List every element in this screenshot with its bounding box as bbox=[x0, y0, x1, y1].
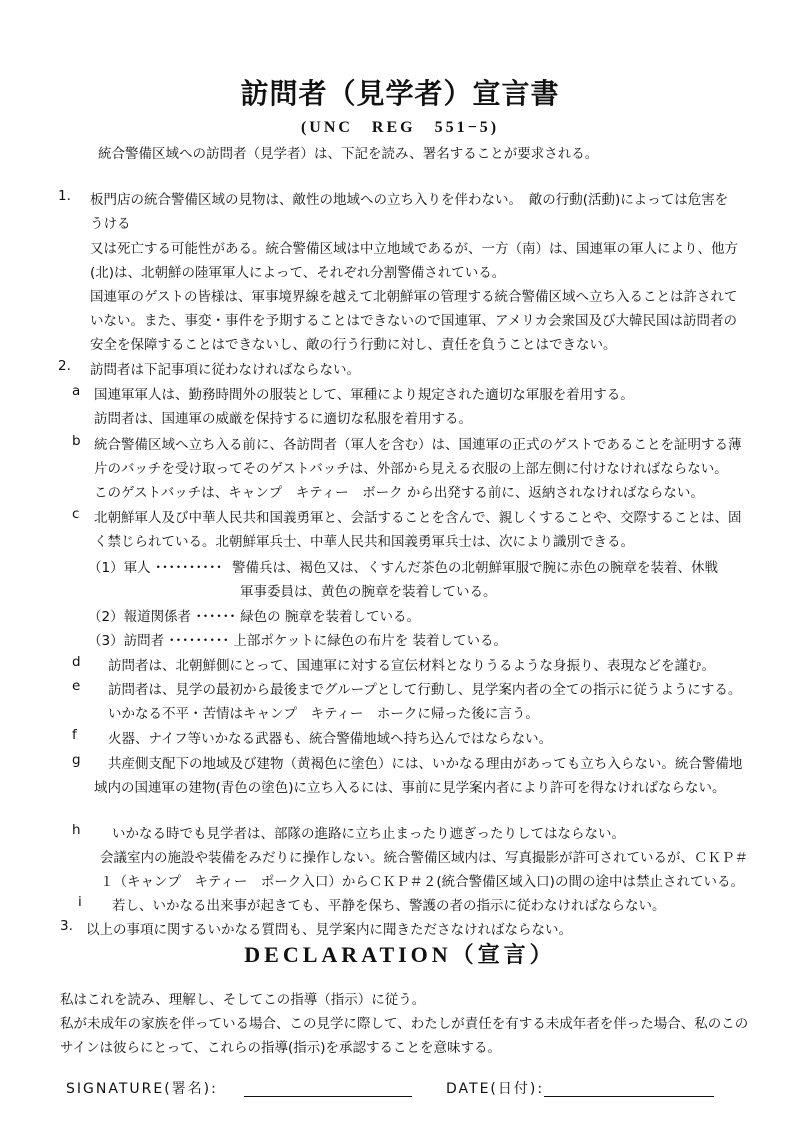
item-number-3: 3. bbox=[60, 918, 73, 934]
item-e-line1: 訪問者は、見学の最初から最後までグループとして行動し、見学案内者の全ての指示に従うようにする。 bbox=[108, 682, 742, 698]
sub-label-i: i bbox=[78, 894, 82, 910]
item-e-line2: いかなる不平・苦情はキャンプ キティー ホークに帰った後に言う。 bbox=[108, 706, 539, 722]
item1-line7: 安全を保障することはできないし、敵の行う行動に対し、責任を負うことはできない。 bbox=[90, 337, 617, 353]
item-a-line1: 国連軍軍人は、勤務時間外の服装として、軍種により規定された適切な軍服を着用する。 bbox=[94, 387, 634, 403]
item1-line1: 板門店の統合警備区域の見物は、敵性の地域への立ち入りを伴わない。 敵の行動(活動)によっては危害を bbox=[90, 192, 729, 208]
date-field[interactable] bbox=[544, 1096, 714, 1097]
item1-line4: (北)は、北朝鮮の陸軍軍人によって、それぞれ分割警備されている。 bbox=[90, 265, 506, 281]
item-g-line2: 域内の国連軍の建物(青色の塗色)に立ち入るには、事前に見学案内者により許可を得なければならない。 bbox=[94, 780, 726, 796]
sub-label-c: c bbox=[72, 506, 80, 522]
item-h-line3: １（キャンプ キティー ポーク入口）からＣＫＰ＃２(統合警備区域入口)の間の途中は禁止されている。 bbox=[100, 874, 744, 890]
sub-label-f: f bbox=[72, 727, 77, 743]
declaration-line1: 私はこれを読み、理解し、そしてこの指導（指示）に従う。 bbox=[60, 992, 426, 1008]
sub-label-a: a bbox=[72, 383, 81, 399]
declaration-line2: 私が未成年の家族を伴っている場合、この見学に際して、わたしが責任を有する未成年者を伴った場合、私のこの bbox=[60, 1016, 749, 1032]
item-b-line3: このゲストバッチは、キャンプ キティー ボーク から出発する前に、返納されなければならない。 bbox=[94, 485, 704, 501]
item-f-line1: 火器、ナイフ等いかなる武器も、統合警備地域へ持ち込んではならない。 bbox=[108, 731, 553, 747]
sub-label-d: d bbox=[72, 654, 81, 670]
sub-label-h: h bbox=[72, 822, 81, 838]
item-c3: （3）訪問者 ･････････ 上部ポケットに緑色の布片を 装着している。 bbox=[88, 633, 508, 649]
sub-label-b: b bbox=[72, 433, 81, 449]
item-h-line1: いかなる時でも見学者は、部隊の進路に立ち止まったり遮ぎったりしてはならない。 bbox=[112, 826, 625, 842]
item-i-line1: 若し、いかなる出来事が起きても、平静を保ち、警護の者の指示に従わなければならない。 bbox=[112, 898, 666, 914]
declaration-title: DECLARATION（宣言） bbox=[244, 942, 556, 967]
item-c-line2: く禁じられている。北朝鮮軍兵士、中華人民共和国義勇軍兵士は、次により識別できる。 bbox=[94, 534, 634, 550]
intro-text: 統合警備区域への訪問者（見学者）は、下記を読み、署名することが要求される。 bbox=[98, 146, 599, 162]
declaration-line3: サインは彼らにとって、これらの指導(指示)を承認することを意味する。 bbox=[60, 1040, 502, 1056]
regulation-number: (UNC REG 551−5) bbox=[300, 119, 500, 136]
item1-line3: 又は死亡する可能性がある。統合警備区域は中立地域であるが、一方（南）は、国連軍の軍人により、他方 bbox=[90, 241, 738, 257]
item-b-line1: 統合警備区域へ立ち入る前に、各訪問者（軍人を含む）は、国連軍の正式のゲストであることを証明する薄 bbox=[94, 437, 742, 453]
item-number-2: 2. bbox=[58, 358, 71, 374]
item1-line2: うける bbox=[90, 216, 131, 232]
document-title: 訪問者（見学者）宣言書 bbox=[240, 77, 560, 110]
item-d-line1: 訪問者は、北朝鮮側にとって、国連軍に対する宣伝材料となりうるような身振り、表現などを謹む。 bbox=[108, 658, 715, 674]
item-g-line1: 共産側支配下の地域及び建物（黄褐色に塗色）には、いかなる理由があっても立ち入らない。統合警備地 bbox=[108, 756, 743, 772]
item-a-line2: 訪問者は、国連軍の威厳を保持するに適切な私服を着用する。 bbox=[94, 411, 472, 427]
item-c2: （2）報道関係者 ･･････ 緑色の 腕章を装着している。 bbox=[88, 609, 420, 625]
item-h-line2: 会議室内の施設や装備をみだりに操作しない。統合警備区域内は、写真撮影が許可されているが、ＣＫＰ＃ bbox=[100, 850, 748, 866]
item-c1-label: （1）軍人 ･･････････ bbox=[88, 560, 223, 576]
signature-label: SIGNATURE(署名): bbox=[66, 1081, 218, 1097]
date-label: DATE(日付): bbox=[446, 1081, 545, 1097]
item1-line5: 国連軍のゲストの皆様は、軍事境界線を越えて北朝鮮軍の管理する統合警備区域へ立ち入ることは許されて bbox=[90, 289, 738, 305]
item-number-1: 1. bbox=[58, 188, 71, 204]
item2-text: 訪問者は下記事項に従わなければならない。 bbox=[90, 362, 360, 378]
item-c1-line2: 軍事委員は、黄色の腕章を装着している。 bbox=[240, 584, 497, 600]
signature-field[interactable] bbox=[244, 1096, 412, 1097]
sub-label-g: g bbox=[72, 752, 81, 768]
item-c1-line1: 警備兵は、褐色又は、くすんだ茶色の北朝鮮軍服で腕に赤色の腕章を装着、休戦 bbox=[232, 560, 718, 576]
sub-label-e: e bbox=[72, 678, 81, 694]
item-c-line1: 北朝鮮軍人及び中華人民共和国義勇軍と、会話することを含んで、親しくすることや、交際することは、固 bbox=[94, 510, 742, 526]
item3-text: 以上の事項に関するいかなる質問も、見学案内に聞きたださなければならない。 bbox=[86, 922, 572, 938]
item1-line6: いない。また、事変・事件を予期することはできないので国連軍、アメリカ会衆国及び大韓民国は訪問者の bbox=[90, 313, 738, 329]
item-b-line2: 片のバッチを受け取ってそのゲストバッチは、外部から見える衣服の上部左側に付けなければならない。 bbox=[94, 461, 728, 477]
